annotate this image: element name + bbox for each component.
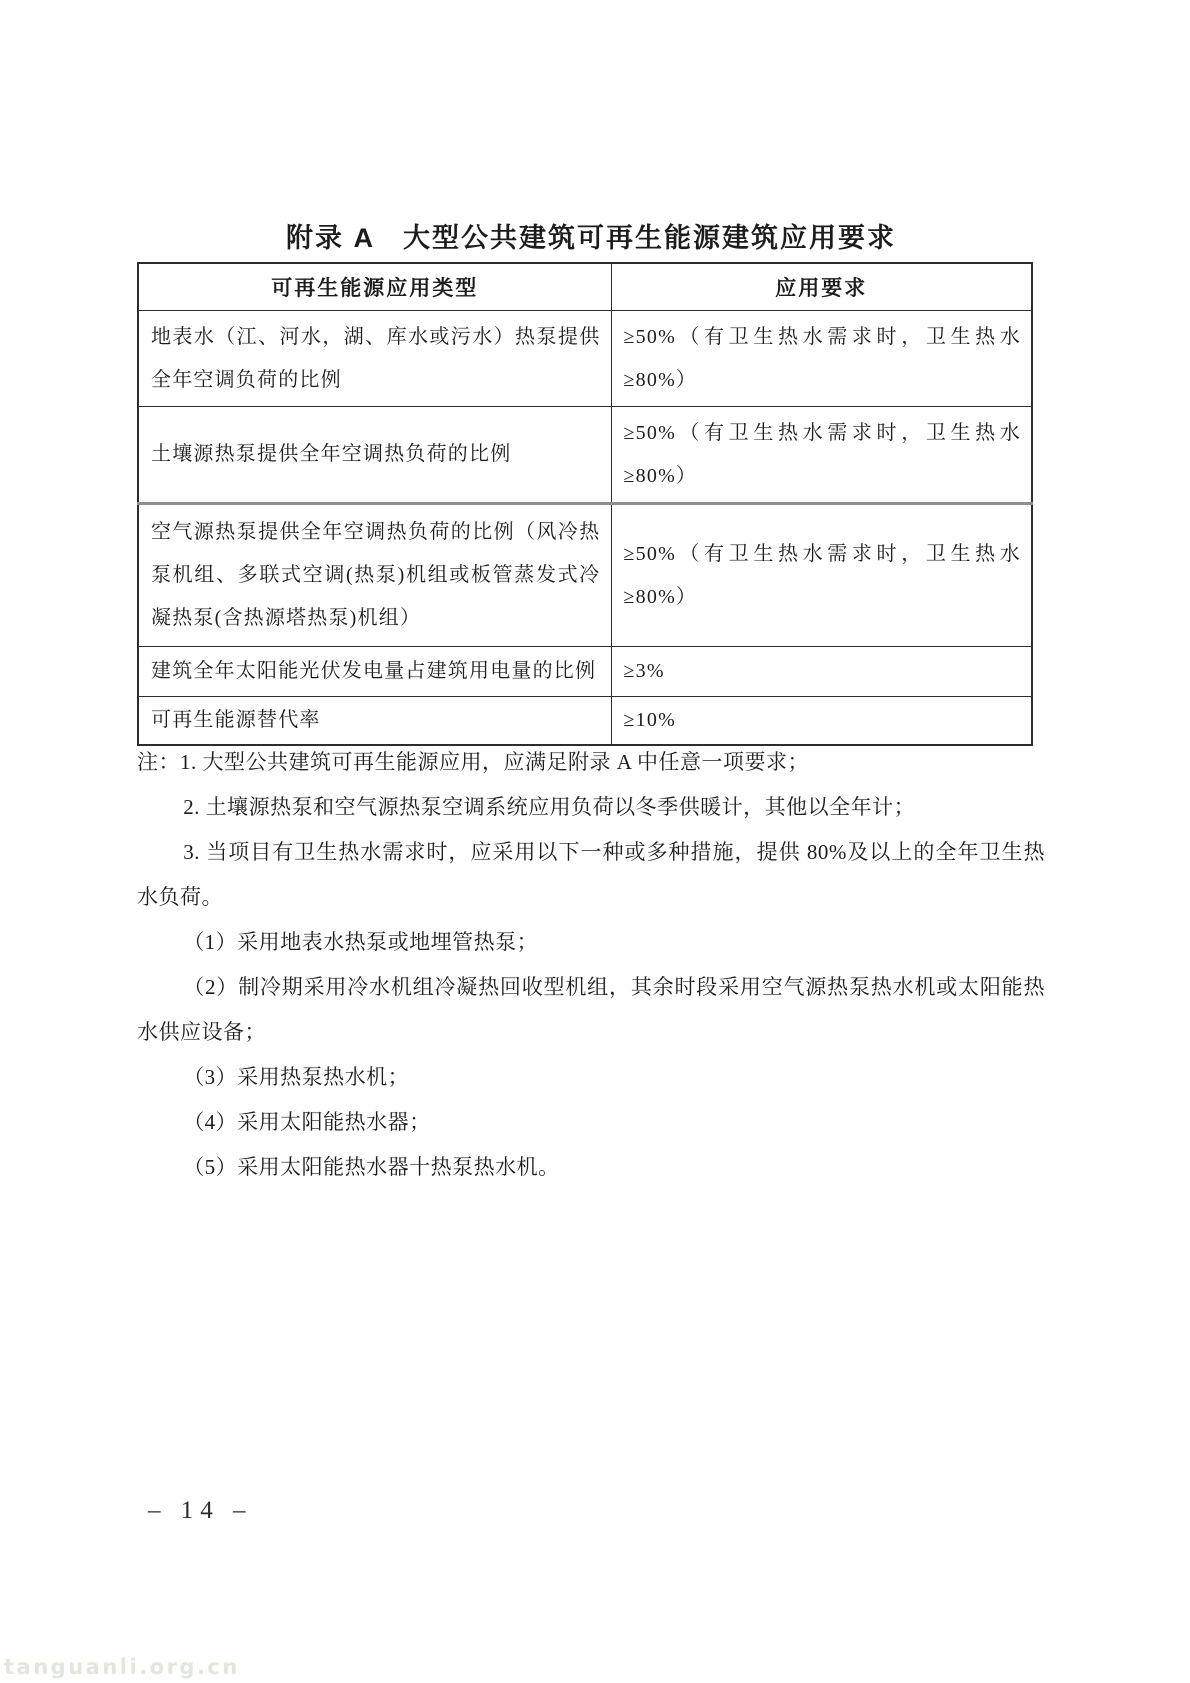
column-header-requirement: 应用要求	[611, 263, 1032, 311]
page-number: – 14 –	[148, 1497, 253, 1524]
cell-ground-source-type: 土壤源热泵提供全年空调热负荷的比例	[138, 407, 611, 504]
note-line-7: （4）采用太阳能热水器；	[183, 1110, 431, 1134]
table-row-solar-pv	[138, 647, 1032, 697]
cell-solar-pv-type: 建筑全年太阳能光伏发电量占建筑用电量的比例	[138, 647, 611, 697]
watermark: tanguanli.org.cn	[4, 1655, 240, 1679]
cell-renewable-substitution-type: 可再生能源替代率	[138, 697, 611, 746]
cell-air-source-requirement: ≥50%（有卫生热水需求时，卫生热水≥80%）	[611, 504, 1032, 647]
note-line-3: 3. 当项目有卫生热水需求时，应采用以下一种或多种措施，提供 80%及以上的全年卫生热水负荷。	[137, 840, 1045, 909]
note-line-6: （3）采用热泵热水机；	[183, 1065, 410, 1089]
cell-solar-pv-requirement: ≥3%	[611, 647, 1032, 697]
note-line-5: （2）制冷期采用冷水机组冷凝热回收型机组，其余时段采用空气源热泵热水机或太阳能热水供应设备；	[137, 975, 1045, 1044]
cell-surface-water-type: 地表水（江、河水，湖、库水或污水）热泵提供全年空调负荷的比例	[138, 311, 611, 407]
cell-surface-water-requirement: ≥50%（有卫生热水需求时，卫生热水≥80%）	[611, 311, 1032, 407]
appendix-table	[137, 262, 1033, 746]
cell-renewable-substitution-requirement: ≥10%	[611, 697, 1032, 746]
page-title: 附录 A 大型公共建筑可再生能源建筑应用要求	[286, 223, 896, 253]
cell-air-source-type: 空气源热泵提供全年空调热负荷的比例（风冷热泵机组、多联式空调(热泵)机组或板管蒸发式冷凝热泵(含热源塔热泵)机组）	[138, 504, 611, 647]
table-header-row	[138, 263, 1032, 311]
note-line-2: 2. 土壤源热泵和空气源热泵空调系统应用负荷以冬季供暖计，其他以全年计；	[183, 795, 916, 819]
notes-section	[137, 740, 1045, 1190]
table-row-air-source	[138, 504, 1032, 647]
column-header-type: 可再生能源应用类型	[138, 263, 611, 311]
table-row-surface-water	[138, 311, 1032, 407]
note-line-1: 注：1. 大型公共建筑可再生能源应用，应满足附录 A 中任意一项要求；	[137, 750, 810, 774]
note-line-4: （1）采用地表水热泵或地埋管热泵；	[183, 930, 539, 954]
cell-ground-source-requirement: ≥50%（有卫生热水需求时，卫生热水≥80%）	[611, 407, 1032, 504]
note-line-8: （5）采用太阳能热水器十热泵热水机。	[183, 1155, 560, 1179]
table-row-ground-source	[138, 407, 1032, 504]
table-row-renewable-substitution	[138, 697, 1032, 746]
